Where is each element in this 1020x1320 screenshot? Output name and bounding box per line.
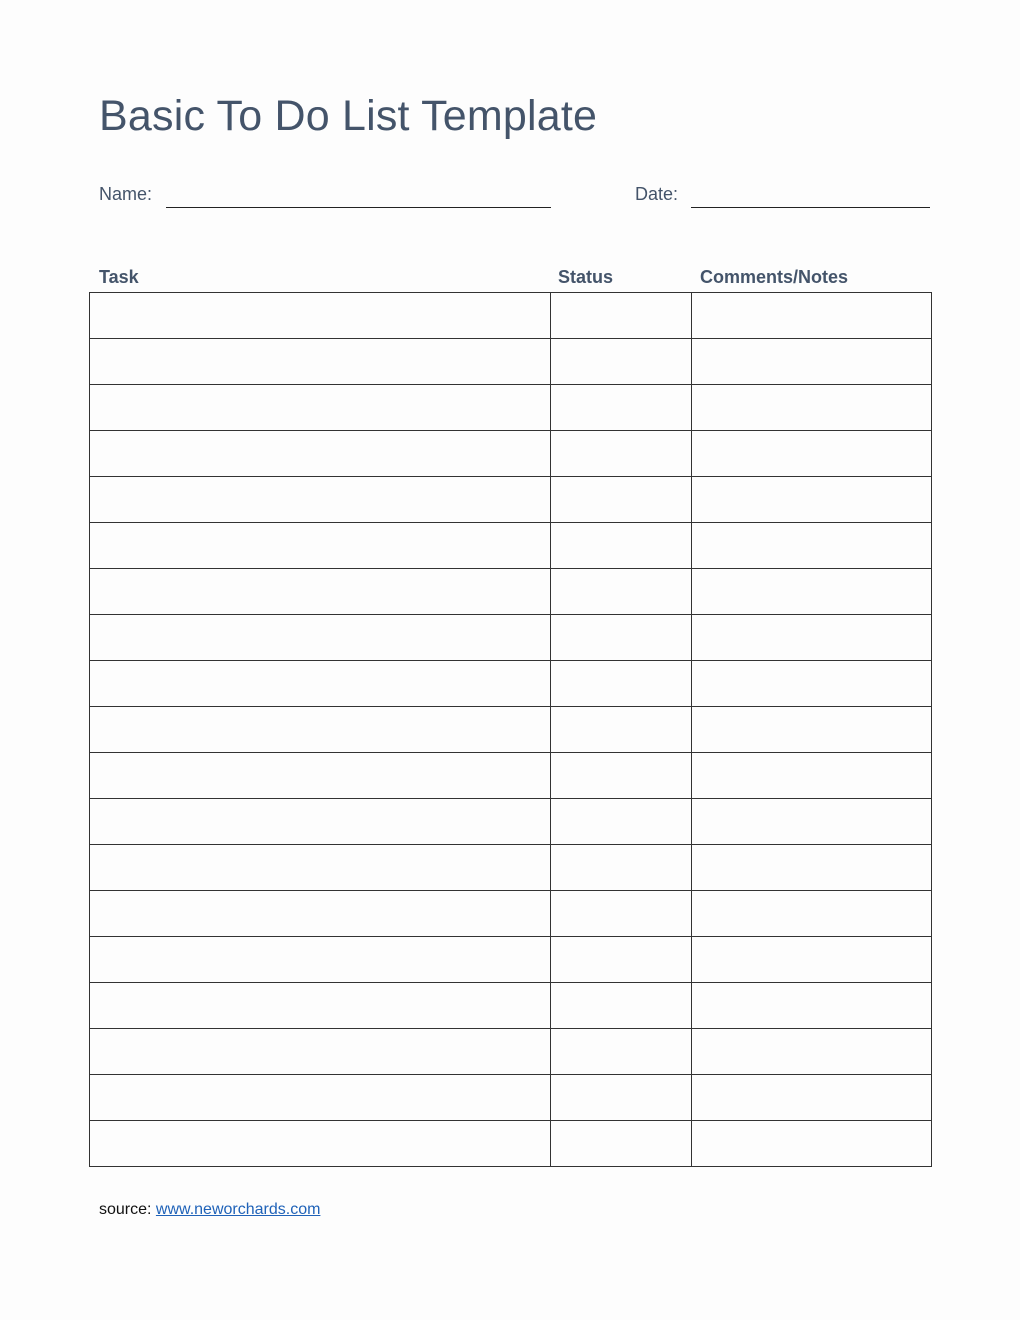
status-cell[interactable] [551,707,692,753]
table-row [90,431,932,477]
table-row [90,937,932,983]
task-cell[interactable] [90,753,551,799]
comments-cell[interactable] [692,937,932,983]
status-cell[interactable] [551,339,692,385]
status-cell[interactable] [551,615,692,661]
comments-cell[interactable] [692,983,932,1029]
date-field[interactable] [691,207,930,208]
table-row [90,523,932,569]
comments-cell[interactable] [692,569,932,615]
comments-cell[interactable] [692,799,932,845]
task-cell[interactable] [90,477,551,523]
table-row [90,339,932,385]
task-cell[interactable] [90,983,551,1029]
table-row [90,661,932,707]
comments-cell[interactable] [692,891,932,937]
table-row [90,799,932,845]
task-cell[interactable] [90,1075,551,1121]
table-row [90,569,932,615]
status-cell[interactable] [551,937,692,983]
task-cell[interactable] [90,293,551,339]
table-row [90,845,932,891]
todo-table [89,292,932,1167]
task-cell[interactable] [90,707,551,753]
status-cell[interactable] [551,385,692,431]
task-cell[interactable] [90,1029,551,1075]
comments-cell[interactable] [692,477,932,523]
table-row [90,615,932,661]
comments-cell[interactable] [692,707,932,753]
comments-cell[interactable] [692,339,932,385]
comments-cell[interactable] [692,753,932,799]
status-cell[interactable] [551,293,692,339]
status-cell[interactable] [551,523,692,569]
task-cell[interactable] [90,891,551,937]
status-cell[interactable] [551,753,692,799]
task-cell[interactable] [90,385,551,431]
column-header-comments: Comments/Notes [700,267,849,287]
status-cell[interactable] [551,1029,692,1075]
task-cell[interactable] [90,661,551,707]
comments-cell[interactable] [692,1121,932,1167]
source-label: source: [99,1201,152,1218]
status-cell[interactable] [551,569,692,615]
date-label: Date: [635,184,679,204]
comments-cell[interactable] [692,385,932,431]
status-cell[interactable] [551,983,692,1029]
page-title: Basic To Do List Template [99,92,598,140]
comments-cell[interactable] [692,1075,932,1121]
table-row [90,293,932,339]
table-row [90,891,932,937]
status-cell[interactable] [551,891,692,937]
table-row [90,385,932,431]
comments-cell[interactable] [692,661,932,707]
table-row [90,477,932,523]
comments-cell[interactable] [692,293,932,339]
status-cell[interactable] [551,1121,692,1167]
table-row [90,983,932,1029]
table-row [90,1075,932,1121]
task-cell[interactable] [90,339,551,385]
column-header-status: Status [558,267,614,287]
table-row [90,1121,932,1167]
name-label: Name: [99,184,153,204]
task-cell[interactable] [90,523,551,569]
status-cell[interactable] [551,845,692,891]
task-cell[interactable] [90,845,551,891]
status-cell[interactable] [551,799,692,845]
comments-cell[interactable] [692,431,932,477]
comments-cell[interactable] [692,845,932,891]
status-cell[interactable] [551,431,692,477]
table-row [90,707,932,753]
status-cell[interactable] [551,1075,692,1121]
task-cell[interactable] [90,1121,551,1167]
status-cell[interactable] [551,661,692,707]
comments-cell[interactable] [692,523,932,569]
todo-table-body [90,293,932,1167]
source-link[interactable]: www.neworchards.com [155,1201,321,1218]
comments-cell[interactable] [692,1029,932,1075]
table-row [90,1029,932,1075]
task-cell[interactable] [90,431,551,477]
comments-cell[interactable] [692,615,932,661]
table-row [90,753,932,799]
column-header-task: Task [99,267,139,287]
name-field[interactable] [166,207,551,208]
task-cell[interactable] [90,569,551,615]
task-cell[interactable] [90,615,551,661]
status-cell[interactable] [551,477,692,523]
source-line [99,1201,320,1219]
task-cell[interactable] [90,937,551,983]
task-cell[interactable] [90,799,551,845]
